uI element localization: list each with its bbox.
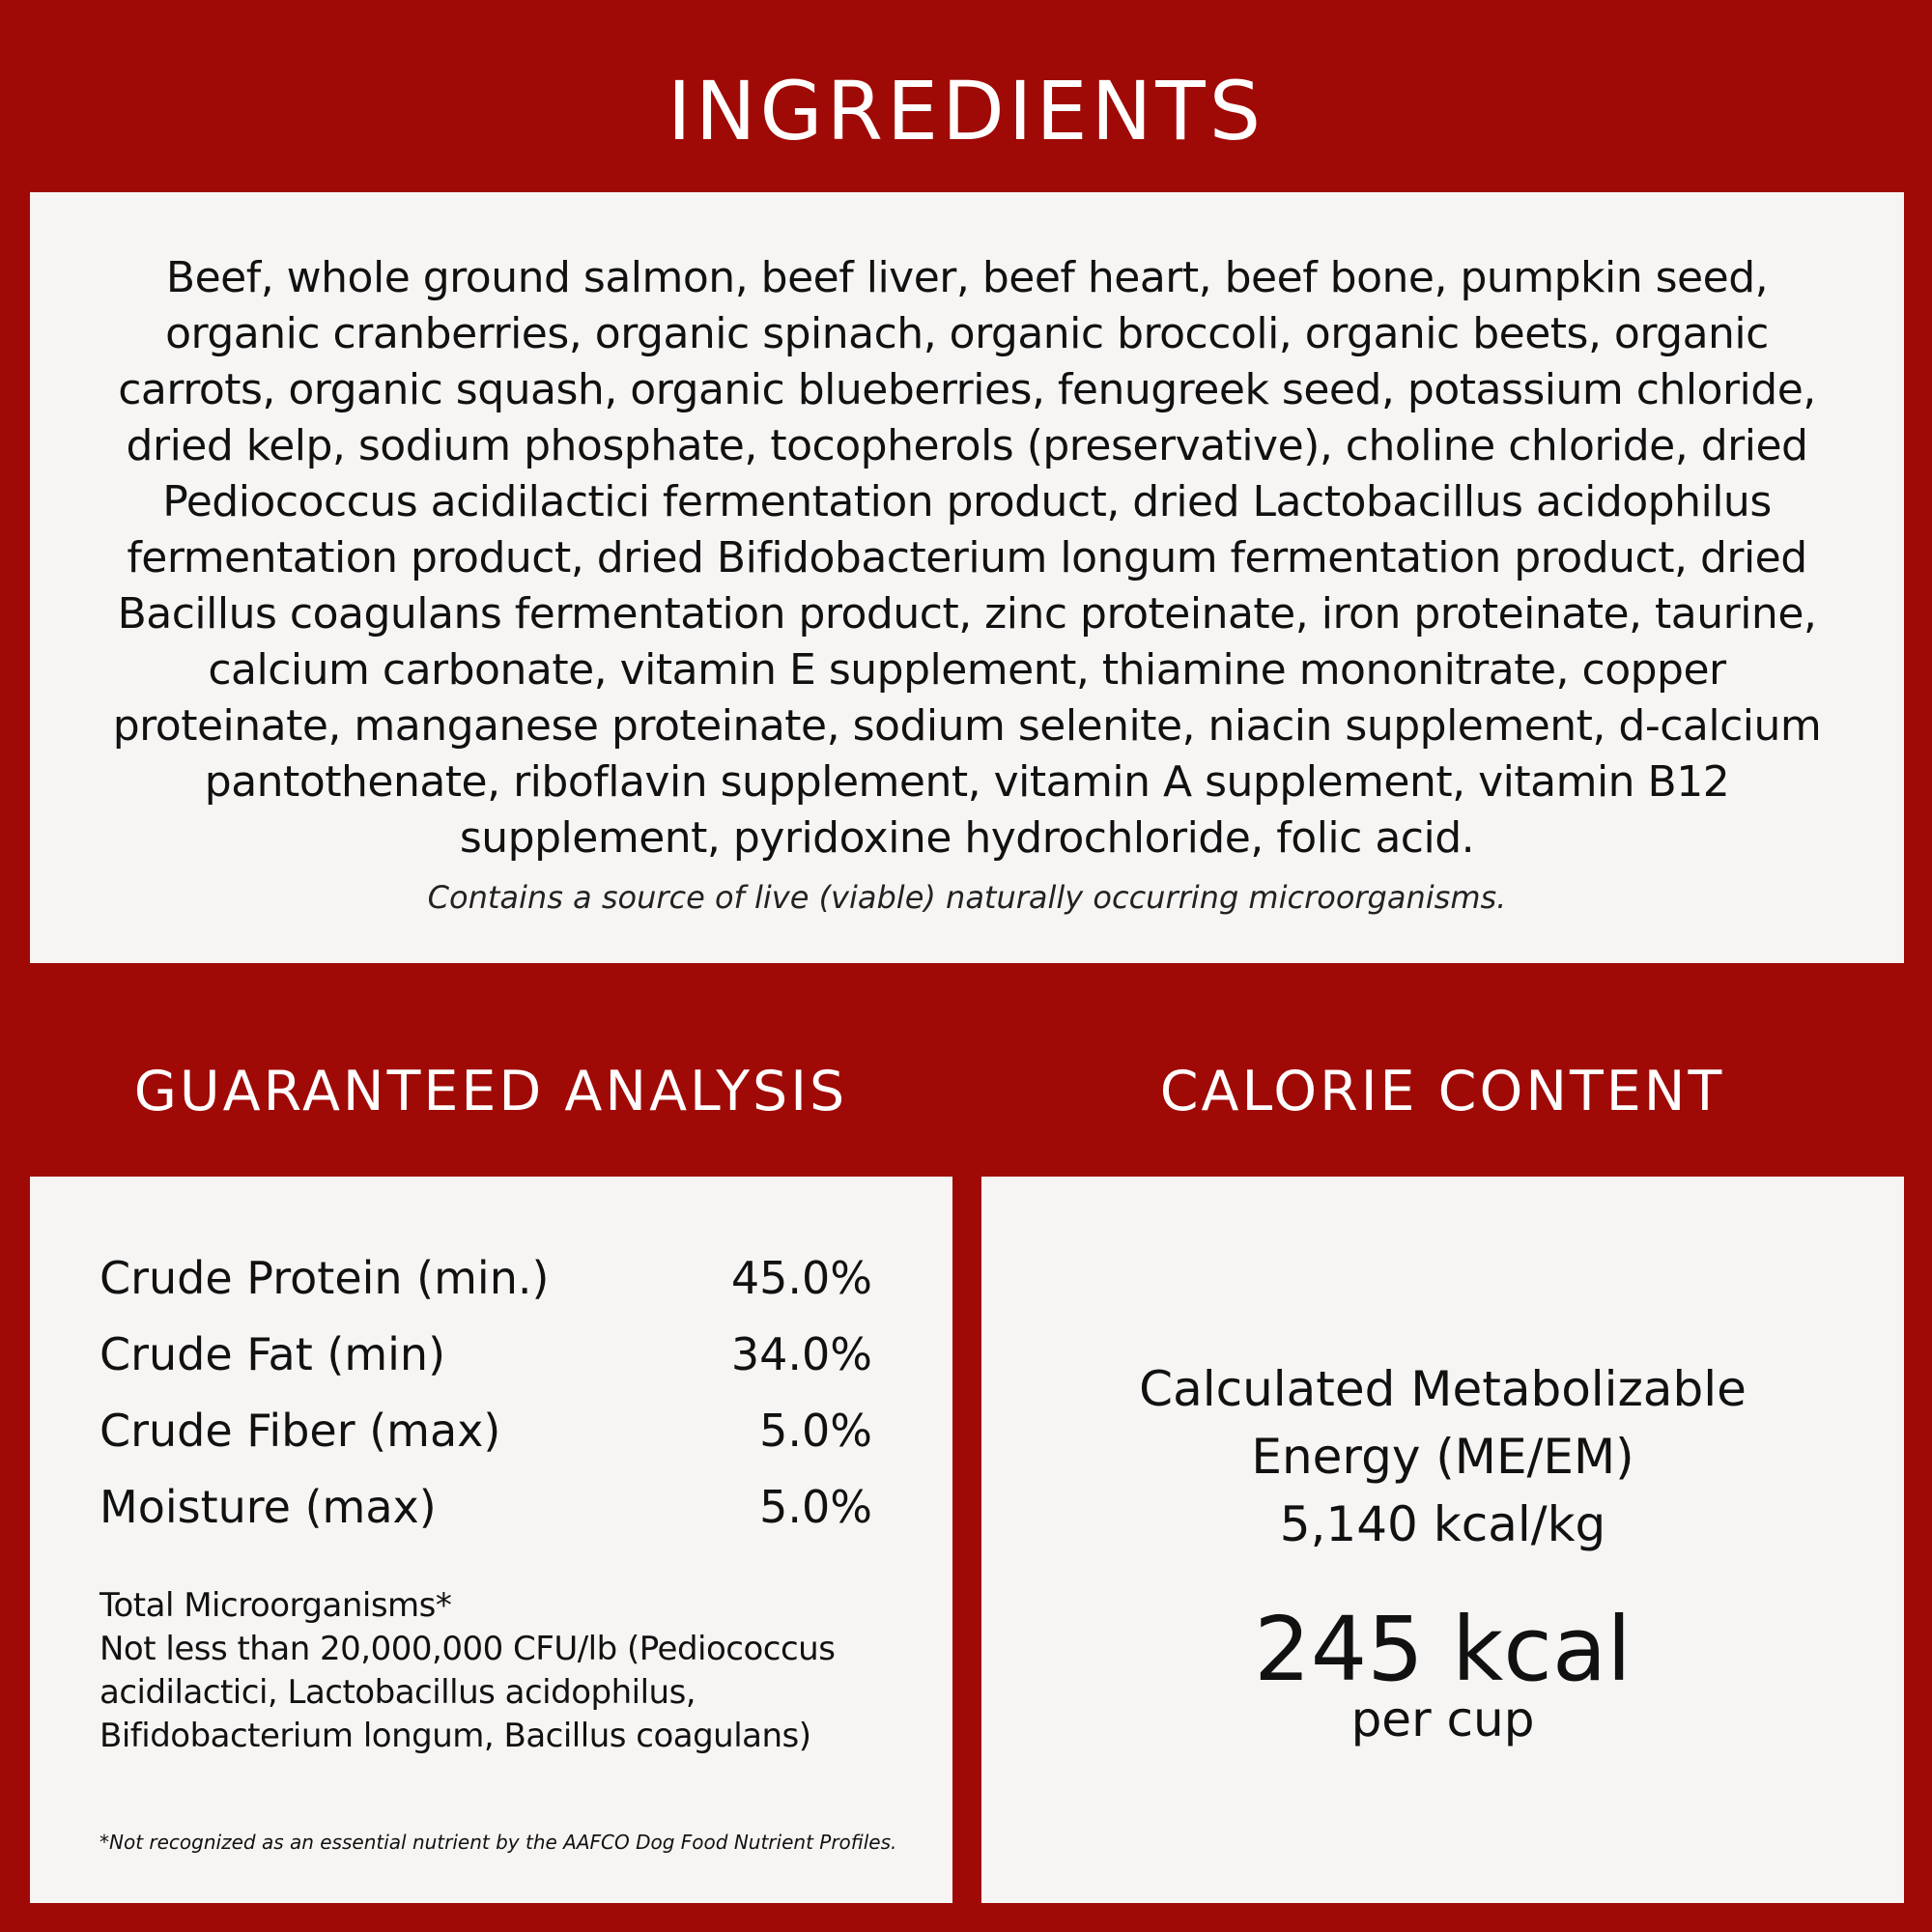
analysis-value: 34.0% xyxy=(730,1327,872,1380)
microorganisms-block xyxy=(99,1584,930,1758)
calorie-content-heading: CALORIE CONTENT xyxy=(1159,1060,1725,1123)
ingredients-note: Contains a source of live (viable) naturally occurring microorganisms. xyxy=(427,879,1507,916)
calorie-content-panel xyxy=(981,1177,1904,1903)
guaranteed-analysis-panel xyxy=(30,1177,952,1903)
metabolizable-energy xyxy=(981,1355,1904,1558)
ingredients-heading: INGREDIENTS xyxy=(667,64,1265,158)
kcal-per-cup-unit: per cup xyxy=(1350,1691,1535,1747)
microorganisms-label: Total Microorganisms* xyxy=(99,1586,452,1625)
analysis-row-protein xyxy=(99,1239,872,1316)
microorganisms-text: Not less than 20,000,000 CFU/lb (Pediococcus acidilactici, Lactobacillus acidophilus, Bifidobacterium longum, Bacillus coagulans) xyxy=(99,1630,836,1755)
ingredients-list: Beef, whole ground salmon, beef liver, beef heart, beef bone, pumpkin seed, organic cranberries, organic spinach, organic broccoli, organic beets, organic carrots, organic squash, organic blueberries, fenugreek seed, potassium chloride, dried kelp, sodium phosphate, tocopherols (preservative), choline chloride, dried Pediococcus acidilactici fermentation product, dried Lactobacillus acidophilus fermentation product, dried Bifidobacterium longum fermentation product, dried Bacillus coagulans fermentation product, zinc proteinate, iron proteinate, taurine, calcium carbonate, vitamin E supplement, thiamine mononitrate, copper proteinate, manganese proteinate, sodium selenite, niacin supplement, d-calcium pantothenate, riboflavin supplement, vitamin A supplement, vitamin B12 supplement, pyridoxine hydrochloride, folic acid. xyxy=(112,253,1822,863)
calorie-block xyxy=(981,1355,1904,1747)
aafco-footnote: *Not recognized as an essential nutrient by the AAFCO Dog Food Nutrient Profiles. xyxy=(99,1831,897,1854)
analysis-label: Crude Protein (min.) xyxy=(99,1251,550,1304)
analysis-row-fiber xyxy=(99,1392,872,1468)
kcal-per-cup-value: 245 kcal xyxy=(1254,1598,1632,1701)
me-line-2: Energy (ME/EM) xyxy=(1251,1429,1634,1485)
analysis-label: Crude Fat (min) xyxy=(99,1327,446,1380)
ingredients-panel xyxy=(30,192,1904,963)
analysis-table xyxy=(99,1239,872,1545)
analysis-row-moisture xyxy=(99,1468,872,1545)
analysis-value: 45.0% xyxy=(730,1251,872,1304)
me-value: 5,140 kcal/kg xyxy=(1279,1496,1606,1552)
me-line-1: Calculated Metabolizable xyxy=(1139,1361,1747,1417)
analysis-value: 5.0% xyxy=(759,1404,872,1457)
analysis-row-fat xyxy=(99,1316,872,1392)
analysis-label: Moisture (max) xyxy=(99,1480,437,1533)
guaranteed-analysis-heading: GUARANTEED ANALYSIS xyxy=(133,1060,848,1123)
analysis-value: 5.0% xyxy=(759,1480,872,1533)
analysis-label: Crude Fiber (max) xyxy=(99,1404,501,1457)
